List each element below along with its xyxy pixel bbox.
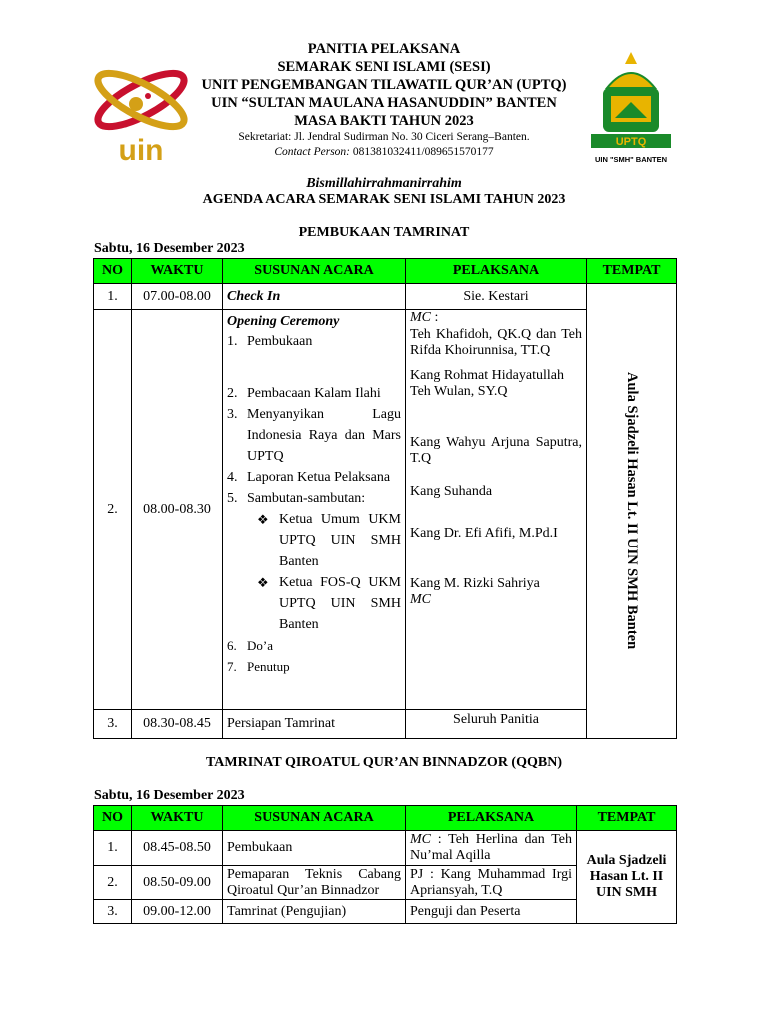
list-item: 5. Sambutan-sambutan: xyxy=(227,491,366,506)
row-waktu: 08.45-08.50 xyxy=(132,831,223,866)
header-tempat: TEMPAT xyxy=(587,259,677,284)
row-waktu: 08.30-08.45 xyxy=(132,710,223,739)
secretariat-address: Sekretariat: Jl. Jendral Sudirman No. 30 Ciceri Serang–Banten. xyxy=(238,131,530,143)
row-tempat xyxy=(587,284,677,739)
pel-sambutan-2: Kang Dr. Efi Afifi, M.Pd.I xyxy=(410,526,558,541)
pel-laporan: Kang Wahyu Arjuna Saputra, T.Q xyxy=(410,434,582,466)
row-pelaksana xyxy=(406,310,587,710)
section2-title: TAMRINAT QIROATUL QUR’AN BINNADZOR (QQBN) xyxy=(206,755,562,770)
section2-date: Sabtu, 16 Desember 2023 xyxy=(94,788,245,803)
period-title: MASA BAKTI TAHUN 2023 xyxy=(294,113,474,129)
contact-value: 081381032411/089651570177 xyxy=(350,146,494,158)
header-pelaksana: PELAKSANA xyxy=(406,259,587,284)
header-no: NO xyxy=(94,259,132,284)
row-waktu: 07.00-08.00 xyxy=(132,284,223,310)
opening-schedule-table xyxy=(93,258,677,739)
event-title: SEMARAK SENI ISLAMI (SESI) xyxy=(277,59,491,75)
pel-sambutan-1: Kang Suhanda xyxy=(410,483,493,499)
row-no: 1. xyxy=(94,284,132,310)
pel-penutup: MC xyxy=(410,592,431,607)
pel-pembukaan: Teh Khafidoh, QK.Q dan Teh Rifda Khoirunnisa, TT.Q xyxy=(410,326,582,358)
agenda-title: AGENDA ACARA SEMARAK SENI ISLAMI TAHUN 2023 xyxy=(202,192,566,207)
tempat-text: Aula Sjadzeli Hasan Lt. II UIN SMH xyxy=(586,853,667,900)
svg-text:UIN "SMH" BANTEN: UIN "SMH" BANTEN xyxy=(594,155,668,164)
row-no: 3. xyxy=(94,710,132,739)
table-row xyxy=(94,831,677,866)
bullet-item: ❖ Ketua Umum UKM UPTQ UIN SMH Banten xyxy=(257,512,401,569)
header-waktu: WAKTU xyxy=(132,806,223,831)
row-pelaksana: Seluruh Panitia xyxy=(406,710,587,739)
header-susunan-acara: SUSUNAN ACARA xyxy=(223,806,406,831)
list-item: 1. Pembukaan xyxy=(227,334,313,349)
pel-doa: Kang M. Rizki Sahriya xyxy=(410,575,540,591)
table-header-row xyxy=(94,806,677,831)
row-pelaksana: Penguji dan Peserta xyxy=(406,900,577,924)
row-tempat xyxy=(577,831,677,924)
row-waktu: 08.50-09.00 xyxy=(132,866,223,900)
contact-person xyxy=(0,145,768,159)
list-item: 6. Do’a xyxy=(227,638,273,653)
section1-title: PEMBUKAAN TAMRINAT xyxy=(298,225,470,240)
closing-list xyxy=(227,635,401,677)
opening-ceremony-title: Opening Ceremony xyxy=(227,314,340,329)
table-row xyxy=(94,284,677,310)
row-pelaksana: MC : Teh Herlina dan Teh Nu’mal Aqilla xyxy=(406,831,577,866)
ceremony-list xyxy=(227,331,401,509)
header-susunan-acara: SUSUNAN ACARA xyxy=(223,259,406,284)
header-waktu: WAKTU xyxy=(132,259,223,284)
row-waktu: 08.00-08.30 xyxy=(132,310,223,710)
row-acara: Tamrinat (Pengujian) xyxy=(223,900,406,924)
contact-label: Contact Person: xyxy=(274,146,351,158)
pel-lagu: Teh Wulan, SY.Q xyxy=(410,384,508,399)
row-no: 2. xyxy=(94,866,132,900)
list-item: 2. Pembacaan Kalam Ilahi xyxy=(227,386,381,401)
section1-date: Sabtu, 16 Desember 2023 xyxy=(94,241,245,256)
row-acara xyxy=(223,310,406,710)
header-pelaksana: PELAKSANA xyxy=(406,806,577,831)
pel-mc: MC : xyxy=(410,310,439,325)
row-waktu: 09.00-12.00 xyxy=(132,900,223,924)
row-no: 2. xyxy=(94,310,132,710)
list-item: 3. Menyanyikan Lagu Indonesia Raya dan Mars UPTQ xyxy=(227,407,401,464)
university-title: UIN “SULTAN MAULANA HASANUDDIN” BANTEN xyxy=(211,95,557,111)
unit-title: UNIT PENGEMBANGAN TILAWATIL QUR’AN (UPTQ) xyxy=(201,77,567,93)
row-pelaksana: PJ : Kang Muhammad Irgi Apriansyah, T.Q xyxy=(406,866,577,900)
row-no: 3. xyxy=(94,900,132,924)
check-in-label: Check In xyxy=(227,288,281,304)
committee-title: PANITIA PELAKSANA xyxy=(307,41,461,57)
list-item: 7. Penutup xyxy=(227,659,290,674)
row-pelaksana: Sie. Kestari xyxy=(406,284,587,310)
qqbn-schedule-table xyxy=(93,805,677,924)
pel-kalam-ilahi: Kang Rohmat Hidayatullah xyxy=(410,367,564,383)
svg-text:uin: uin xyxy=(118,134,164,167)
tempat-vertical: Aula Sjadzeli Hasan Lt. II UIN SMH Banten xyxy=(624,372,640,650)
header-tempat: TEMPAT xyxy=(577,806,677,831)
row-acara: Persiapan Tamrinat xyxy=(223,710,406,739)
row-acara: Pembukaan xyxy=(223,831,406,866)
row-acara xyxy=(223,284,406,310)
row-no: 1. xyxy=(94,831,132,866)
header-no: NO xyxy=(94,806,132,831)
bullet-item: ❖ Ketua FOS-Q UKM UPTQ UIN SMH Banten xyxy=(257,575,401,632)
list-item: 4. Laporan Ketua Pelaksana xyxy=(227,470,391,485)
svg-text:UPTQ: UPTQ xyxy=(615,136,647,148)
table-header-row xyxy=(94,259,677,284)
bismillah: Bismillahirrahmanirrahim xyxy=(306,176,462,191)
row-acara: Pemaparan Teknis Cabang Qiroatul Qur’an Binnadzor xyxy=(223,866,406,900)
letterhead xyxy=(0,40,768,159)
